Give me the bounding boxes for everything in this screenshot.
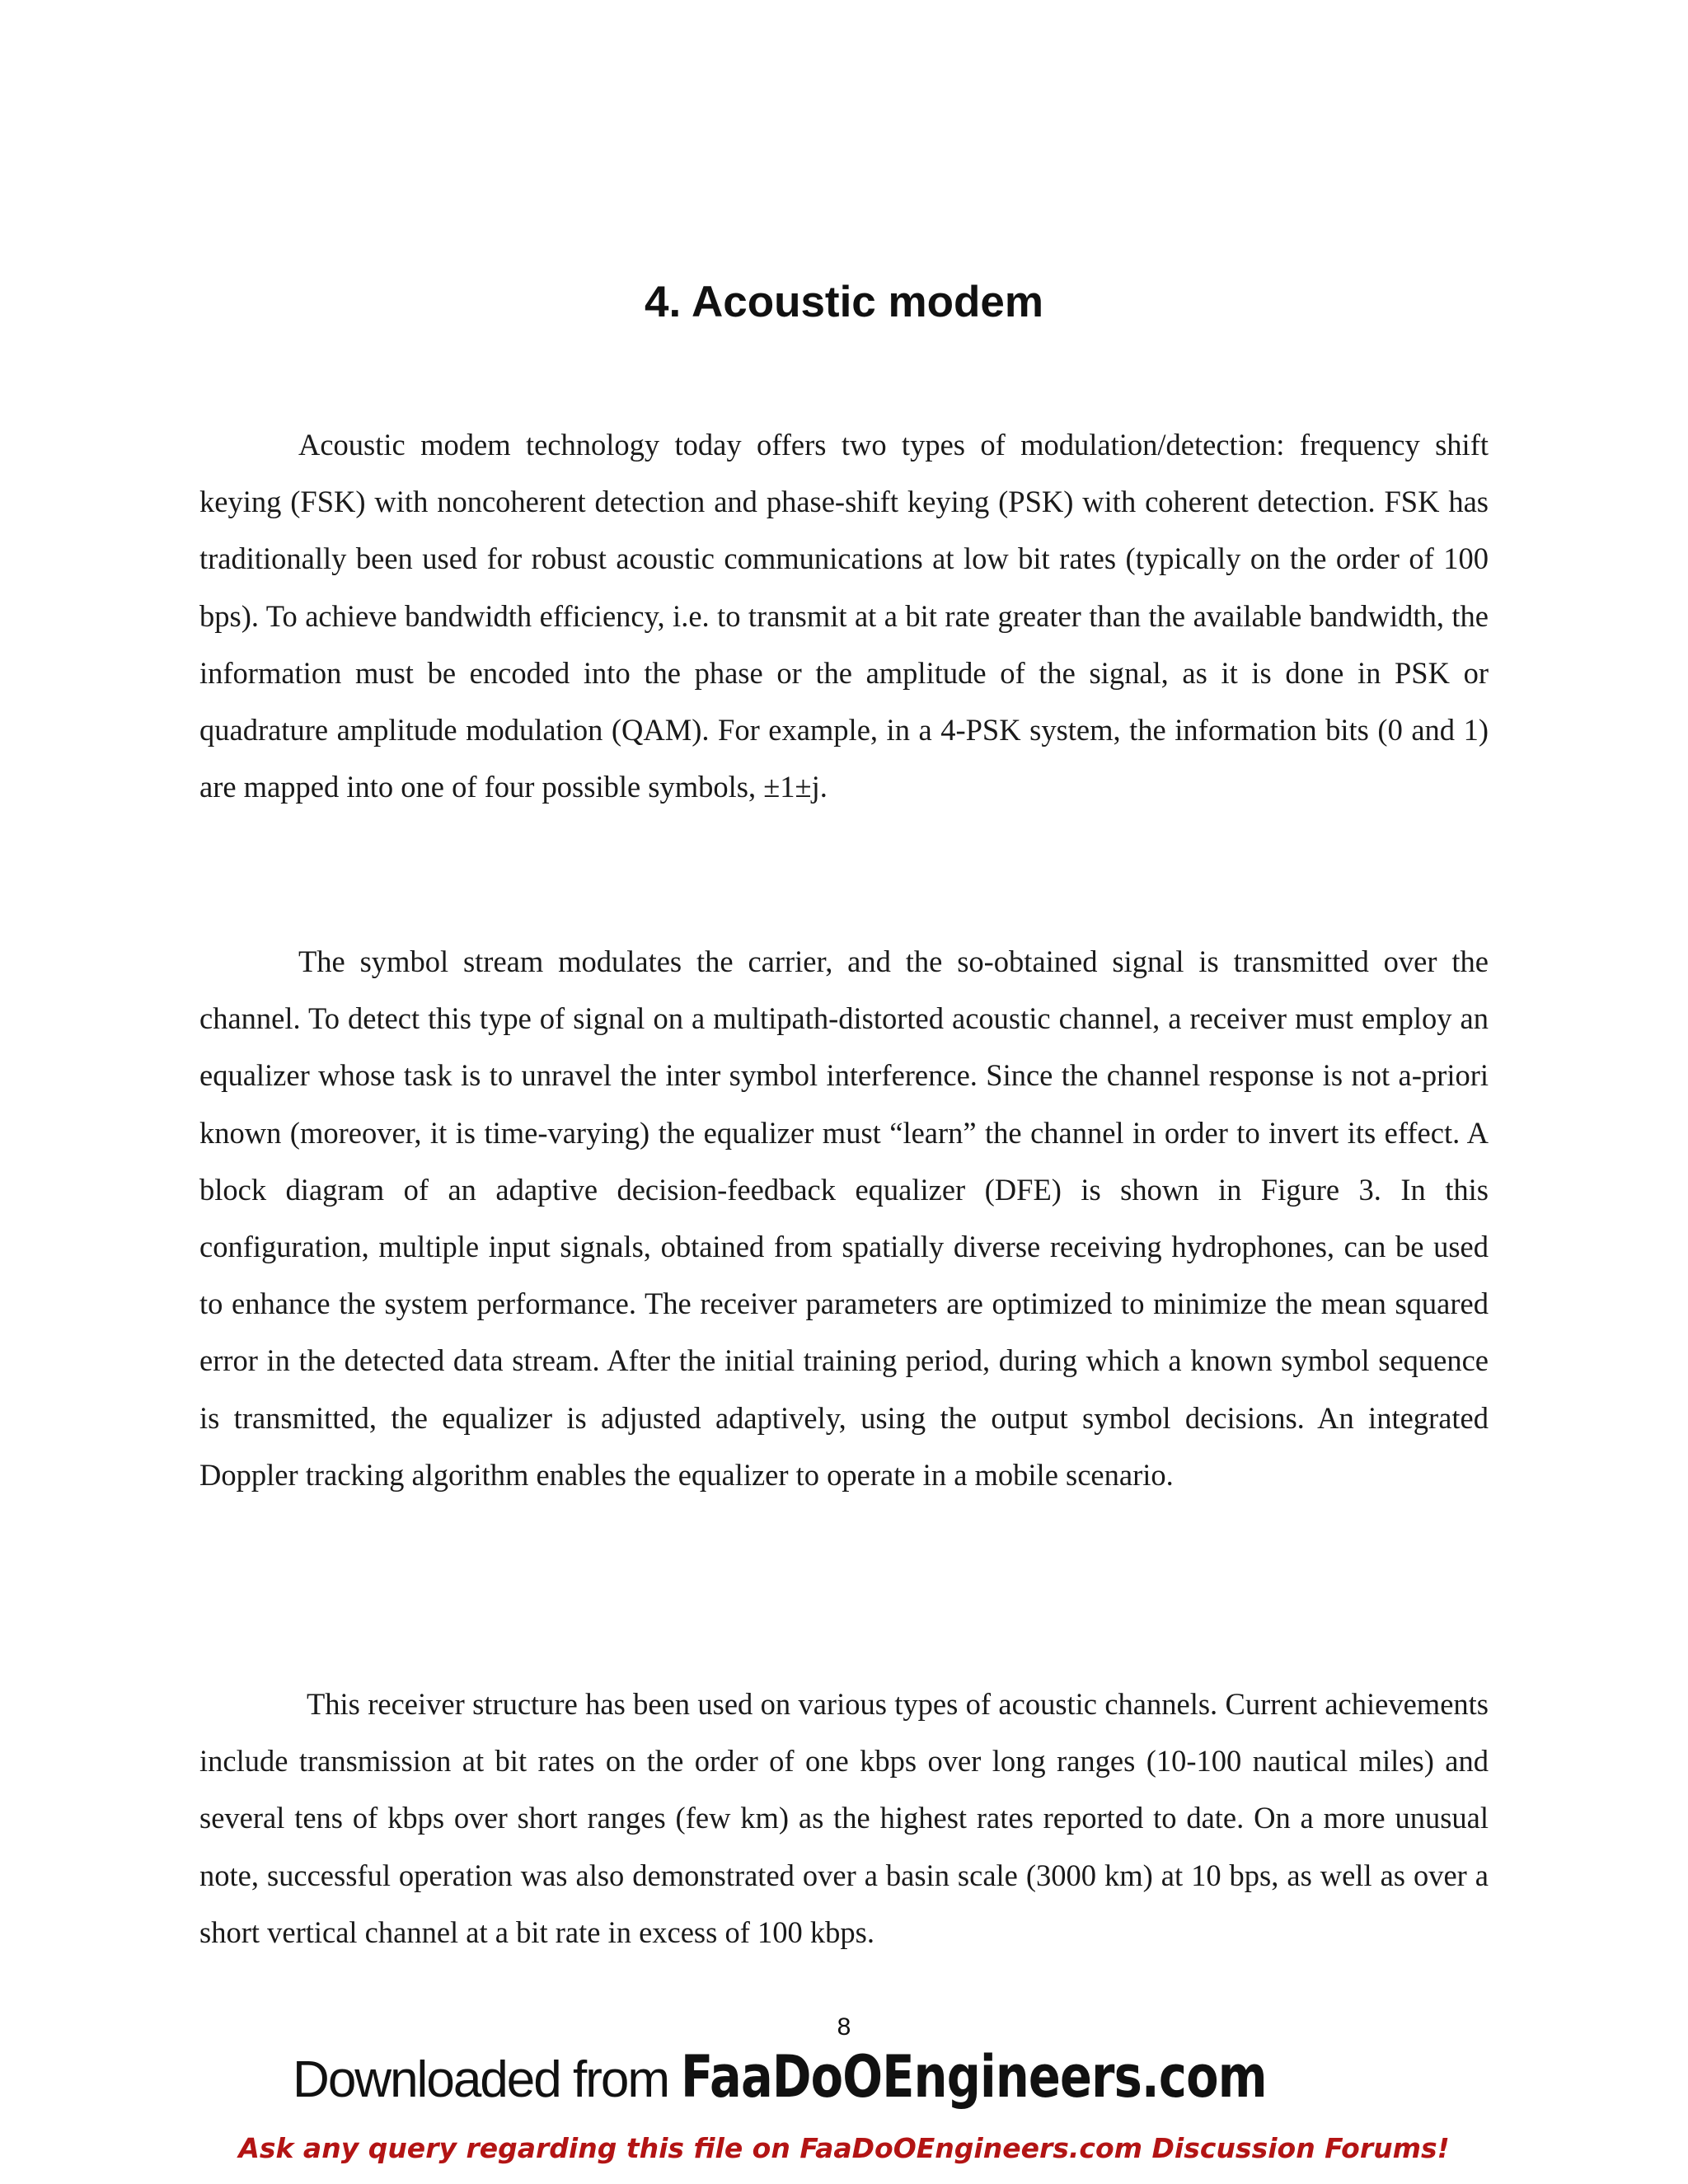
- paragraph-2: The symbol stream modulates the carrier, and the so-obtained signal is transmitted over the channel. To detect this type of signal on a multipath-distorted acoustic channel, a receiver must employ an equalizer whose task is to unravel the inter symbol interference. Since the channel response is not a-priori known (moreover, it is time-varying) the equalizer must “learn” the channel in order to invert its effect. A block diagram of an adaptive decision-feedback equalizer (DFE) is shown in Figure 3. In this configuration, multiple input signals, obtained from spatially diverse receiving hydrophones, can be used to enhance the system performance. The receiver parameters are optimized to minimize the mean squared error in the detected data stream. After the initial training period, during which a known symbol sequence is transmitted, the equalizer is adjusted adaptively, using the output symbol decisions. An integrated Doppler tracking algorithm enables the equalizer to operate in a mobile scenario.: [199, 944, 1489, 1492]
- watermark-brand-logo: FaaDoOEngineers.com: [681, 2043, 1267, 2111]
- paragraph-3: This receiver structure has been used on various types of acoustic channels. Current achievements include transmission at bit rates on the order of one kbps over long ranges (10-100 nautical miles) and several tens of kbps over short ranges (few km) as the highest rates reported to date. On a more unusual note, successful operation was also demonstrated over a basin scale (3000 km) at 10 bps, as well as over a short vertical channel at a bit rate in excess of 100 kbps.: [199, 1687, 1489, 1949]
- section-title: 4. Acoustic modem: [645, 278, 1043, 326]
- forum-tagline[interactable]: Ask any query regarding this file on FaaDoOEngineers.com Discussion Forums!: [238, 2132, 1450, 2164]
- watermark-prefix: Downloaded from: [293, 2051, 682, 2108]
- page-number: 8: [837, 2013, 851, 2041]
- download-watermark[interactable]: [0, 2043, 1688, 2111]
- paragraph-1: Acoustic modem technology today offers two types of modulation/detection: frequency shift keying (FSK) with noncoherent detection and phase-shift keying (PSK) with coherent detection. FSK has traditionally been used for robust acoustic communications at low bit rates (typically on the order of 100 bps). To achieve bandwidth efficiency, i.e. to transmit at a bit rate greater than the available bandwidth, the information must be encoded into the phase or the amplitude of the signal, as it is done in PSK or quadrature amplitude modulation (QAM). For example, in a 4-PSK system, the information bits (0 and 1) are mapped into one of four possible symbols, ±1±j.: [199, 428, 1489, 804]
